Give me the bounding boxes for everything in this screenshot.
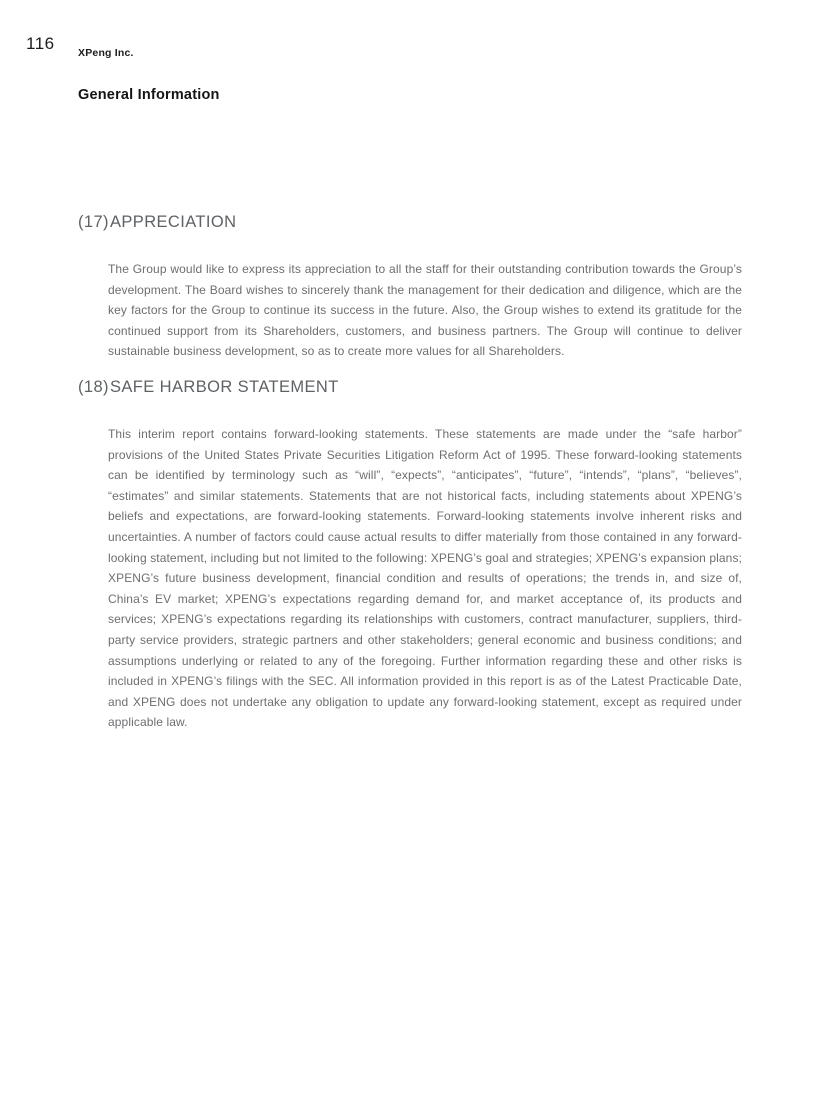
company-name: XPeng Inc. xyxy=(78,47,134,59)
page-title: General Information xyxy=(78,87,220,103)
section-title: APPRECIATION xyxy=(110,213,237,231)
section-heading-appreciation xyxy=(78,213,236,232)
section-heading-safe-harbor xyxy=(78,378,339,397)
section-number: (17) xyxy=(78,213,109,231)
section-number: (18) xyxy=(78,378,109,396)
section-body-safe-harbor: This interim report contains forward-looking statements. These statements are made under the “safe harbor” provisions of the United States Private Securities Litigation Reform Act of 1995. These forward-looking statements can be identified by terminology such as “will”, “expects”, “anticipates”, “future”, “intends”, “plans”, “believes”, “estimates” and similar statements. Statements that are not historical facts, including statements about XPENG’s beliefs and expectations, are forward-looking statements. Forward-looking statements involve inherent risks and uncertainties. A number of factors could cause actual results to differ materially from those contained in any forward-looking statement, including but not limited to the following: XPENG’s goal and strategies; XPENG’s expansion plans; XPENG’s future business development, financial condition and results of operations; the trends in, and size of, China’s EV market; XPENG’s expectations regarding demand for, and market acceptance of, its products and services; XPENG’s expectations regarding its relationships with customers, contract manufacturer, suppliers, third-party service providers, strategic partners and other stakeholders; general economic and business conditions; and assumptions underlying or related to any of the foregoing. Further information regarding these and other risks is included in XPENG’s filings with the SEC. All information provided in this report is as of the Latest Practicable Date, and XPENG does not undertake any obligation to update any forward-looking statement, except as required under applicable law. xyxy=(108,427,742,730)
page-number: 116 xyxy=(26,34,55,53)
section-title: SAFE HARBOR STATEMENT xyxy=(110,378,339,396)
section-body-appreciation: The Group would like to express its appreciation to all the staff for their outstanding contribution towards the Group’s development. The Board wishes to sincerely thank the management for their dedication and diligence, which are the key factors for the Group to continue its success in the future. Also, the Group wishes to extend its gratitude for the continued support from its Shareholders, customers, and business partners. The Group will continue to deliver sustainable business development, so as to create more values for all Shareholders. xyxy=(108,262,742,359)
